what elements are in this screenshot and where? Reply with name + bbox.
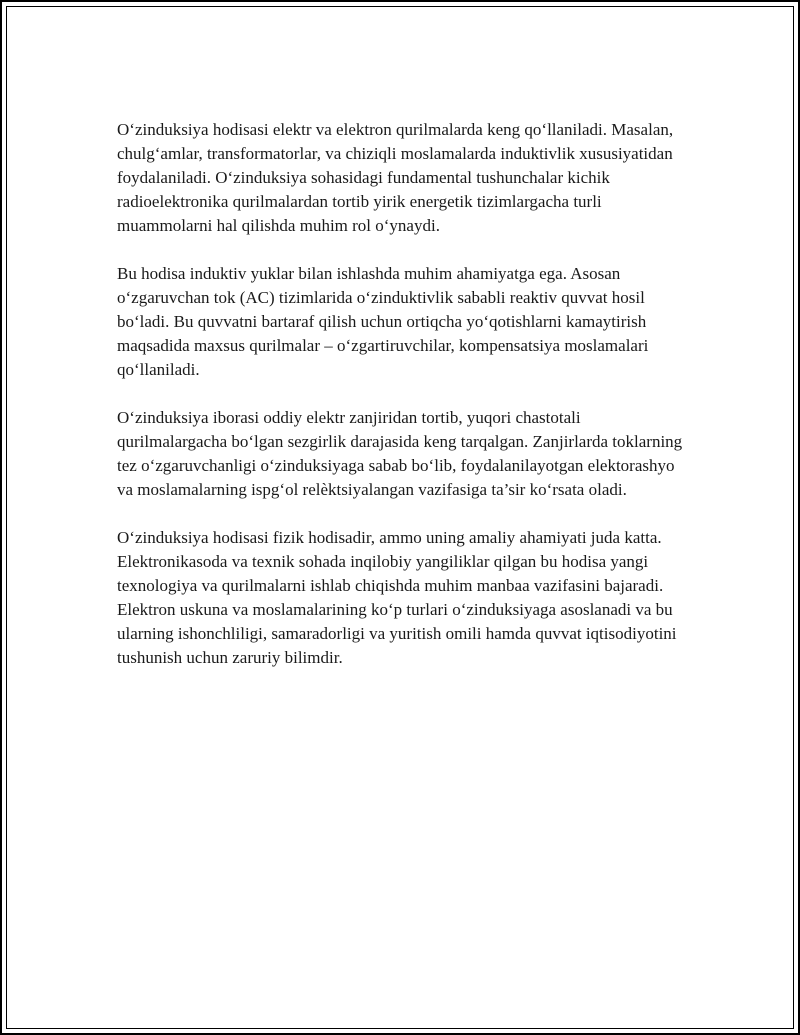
paragraph-1: O‘zinduksiya hodisasi elektr va elektron qurilmalarda keng qo‘llaniladi. Masalan, chulg‘amlar, transformatorlar, va chiziqli moslamalarda induktivlik xususiyatidan foydalaniladi. O‘zinduksiya sohasidagi fundamental tushunchalar kichik radioelektronika qurilmalardan tortib yirik energetik tizimlargacha turli muammolarni hal qilishda muhim rol o‘ynaydi.: [117, 120, 674, 235]
paragraph-3: O‘zinduksiya iborasi oddiy elektr zanjiridan tortib, yuqori chastotali qurilmalargacha bo‘lgan sezgirlik darajasida keng tarqalgan. Zanjirlarda toklarning tez o‘zgaruvchanligi o‘zinduksiyaga sabab bo‘lib, foydalanilayotgan elektorashyo va moslamalarning ispg‘ol relèktsiyalangan vazifasiga ta’sir ko‘rsata oladi.: [117, 408, 683, 499]
paragraph-4: O‘zinduksiya hodisasi fizik hodisadir, ammo uning amaliy ahamiyati juda katta. Elektronikasoda va texnik sohada inqilobiy yangiliklar qilgan bu hodisa yangi texnologiya va qurilmalarni ishlab chiqishda muhim manbaa vazifasini bajaradi. Elektron uskuna va moslamalarining ko‘p turlari o‘zinduksiyaga asoslanadi va bu ularning ishonchliligi, samaradorligi va yuritish omili hamda quvvat iqtisodiyotini tushunish uchun zaruriy bilimdir.: [117, 528, 677, 667]
paragraph-2: Bu hodisa induktiv yuklar bilan ishlashda muhim ahamiyatga ega. Asosan o‘zgaruvchan tok (AC) tizimlarida o‘zinduktivlik sababli reaktiv quvvat hosil bo‘ladi. Bu quvvatni bartaraf qilish uchun ortiqcha yo‘qotishlarni kamaytirish maqsadida maxsus qurilmalar – o‘zgartiruvchilar, kompensatsiya moslamalari qo‘llaniladi.: [117, 264, 649, 379]
document-body: [117, 118, 689, 694]
